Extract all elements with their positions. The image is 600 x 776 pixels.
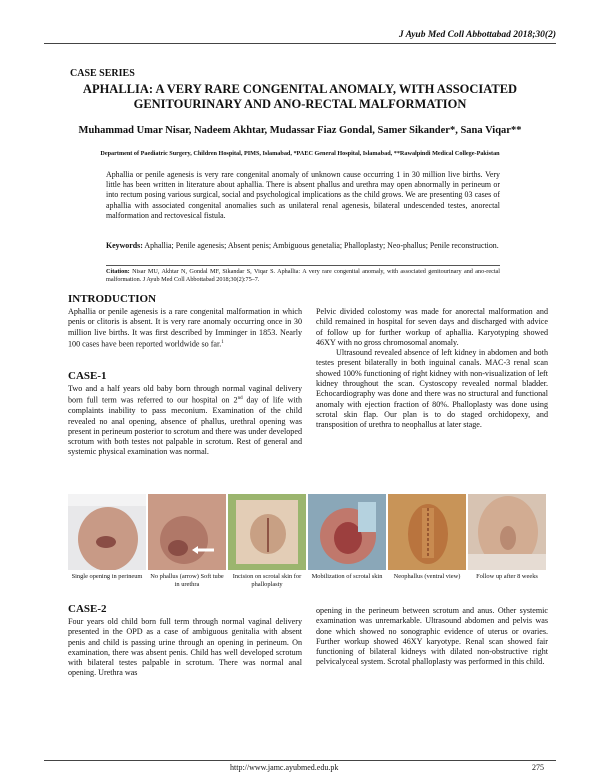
case1-right-p2: Ultrasound revealed absence of left kidney in abdomen and both testes present bilaterally in both inguinal canals. MAC-3 renal scan showed 100% functioning of right kidney with non-visualization of left kidney throughout the scan. Cystoscopy revealed normal bladder. Echocardiography was done and there was no structural and functional anomaly with ejection fraction of 80%. Phalloplasty was done using scrotal skin flap. Our plan is to do staged orchidopexy, and transposition of urethra to neophallus at later stage.	[316, 348, 548, 430]
caption-1: Single opening in perineum	[71, 573, 143, 580]
caption-4: Mobilization of scrotal skin	[311, 573, 383, 580]
citation	[106, 268, 500, 284]
case2-heading: CASE-2	[68, 603, 107, 615]
caption-5: Neophallus (ventral view)	[393, 573, 461, 580]
case2-right-text: opening in the perineum between scrotum and anus. Other systemic examination was unremarkable. Ultrasound abdomen and pelvis was done which showed no sonographic evidence of uterus or ovaries. Further workup showed 46XY karyotype. Renal scan showed fair functioning of bilateral kidneys with dilated non-obstructive right pelvicalyceal system. Scrotal phalloplasty was performed in this child.	[316, 606, 548, 667]
follow-up-photo	[468, 494, 546, 570]
case1-body-a: Two and a half years old baby born through normal vaginal delivery born full term was referred to our hospital on 2	[68, 384, 302, 405]
footer-divider	[44, 760, 556, 761]
keywords	[106, 241, 500, 251]
keywords-label: Keywords:	[106, 241, 143, 250]
figure-captions	[68, 573, 546, 588]
case1-text	[68, 384, 302, 458]
case1-right-text	[316, 307, 548, 431]
citation-divider	[106, 265, 500, 266]
introduction-text	[68, 307, 302, 350]
introduction-heading: INTRODUCTION	[68, 293, 157, 305]
author-list: Muhammad Umar Nisar, Nadeem Akhtar, Mudassar Fiaz Gondal, Samer Sikander*, Sana Viqar**	[78, 125, 522, 136]
caption-6: Follow up after 8 weeks	[476, 573, 538, 580]
caption-3: Incision on scrotal skin for phalloplasty	[232, 573, 302, 588]
caption-2: No phallus (arrow) Soft tube in urethra	[150, 573, 224, 588]
clinical-photo-gallery	[68, 494, 546, 570]
no-phallus-photo	[148, 494, 226, 570]
case1-heading: CASE-1	[68, 370, 107, 382]
introduction-body: Aphallia or penile agenesis is a rare congenital malformation in which penis or clitoris is absent. It is very rare anomaly occurring once in 30 million live births. It was first described by Imminger in 1853. Nearly 100 cases have been reported worldwide so far.	[68, 307, 302, 349]
header-divider	[44, 43, 556, 44]
affiliations: Department of Paediatric Surgery, Children Hospital, PIMS, Islamabad, *PAEC General Hospital, Islamabad, **Rawalpindi Medical College-Pakistan	[100, 150, 500, 157]
citation-text: Nisar MU, Akhtar N, Gondal MF, Sikandar S, Viqar S. Aphallia: A very rare congenital anomaly, with associated genitourinary and ano-rectal malformation. J Ayub Med Coll Abbottabad 2018;30(2):75–7.	[106, 268, 500, 283]
ordinal-suffix: nd	[237, 396, 243, 402]
article-type: CASE SERIES	[70, 68, 135, 79]
reference-mark: 1	[221, 339, 224, 345]
case1-body-b: day of life with complaints inability to pass meconium. Examination of the child revealed no anal opening, absence of phallus, urethral opening was present in perineum posterior to scrotum and there was under developed scrotum with both testes not palpable in scrotum. Rest of general and systemic physical examination was normal.	[68, 395, 302, 457]
case2-left-text: Four years old child born full term through normal vaginal delivery presented in the OPD as a case of ambiguous genitalia with absent penis and child is passing urine through an opening in perineum. On examination, there was absent penis. Child has well developed scrotum with bilateral testes palpable in scrotum. There was normal anal opening. Urethra was	[68, 617, 302, 678]
abstract: Aphallia or penile agenesis is very rare congenital anomaly of unknown cause occurring 1 in 30 million live births. Very little has been written in literature about aphallia. There is absent phallus and urethra may open abnormally in perineum or into rectum posing various surgical, social and psychological implications as the child grows. We are presenting 03 cases of aphallia with associated congenital anomalies such as unilateral renal agenesis, bilateral undescended testes, anorectal malformation and rectovesical fistula.	[106, 170, 500, 220]
journal-header: J Ayub Med Coll Abbottabad 2018;30(2)	[398, 30, 556, 40]
incision-photo	[228, 494, 306, 570]
keywords-text: Aphallia; Penile agenesis; Absent penis; Ambiguous genetalia; Phalloplasty; Neo-phallus; Penile reconstruction.	[142, 241, 499, 250]
mobilization-photo	[308, 494, 386, 570]
case1-right-p1: Pelvic divided colostomy was made for anorectal malformation and child remained in hospital for seven days and discharged with advice of follow up for further workup of aphallia. Karyotyping showed 46XY with no gross chromosomal anomaly.	[316, 307, 548, 347]
citation-label: Citation:	[106, 268, 130, 275]
article-title: APHALLIA: A VERY RARE CONGENITAL ANOMALY, WITH ASSOCIATED GENITOURINARY AND ANO-RECTAL MALFORMATION	[82, 82, 518, 111]
page-number: 275	[532, 763, 544, 772]
journal-url[interactable]: http://www.jamc.ayubmed.edu.pk	[230, 763, 339, 772]
neophallus-photo	[388, 494, 466, 570]
perineum-photo	[68, 494, 146, 570]
